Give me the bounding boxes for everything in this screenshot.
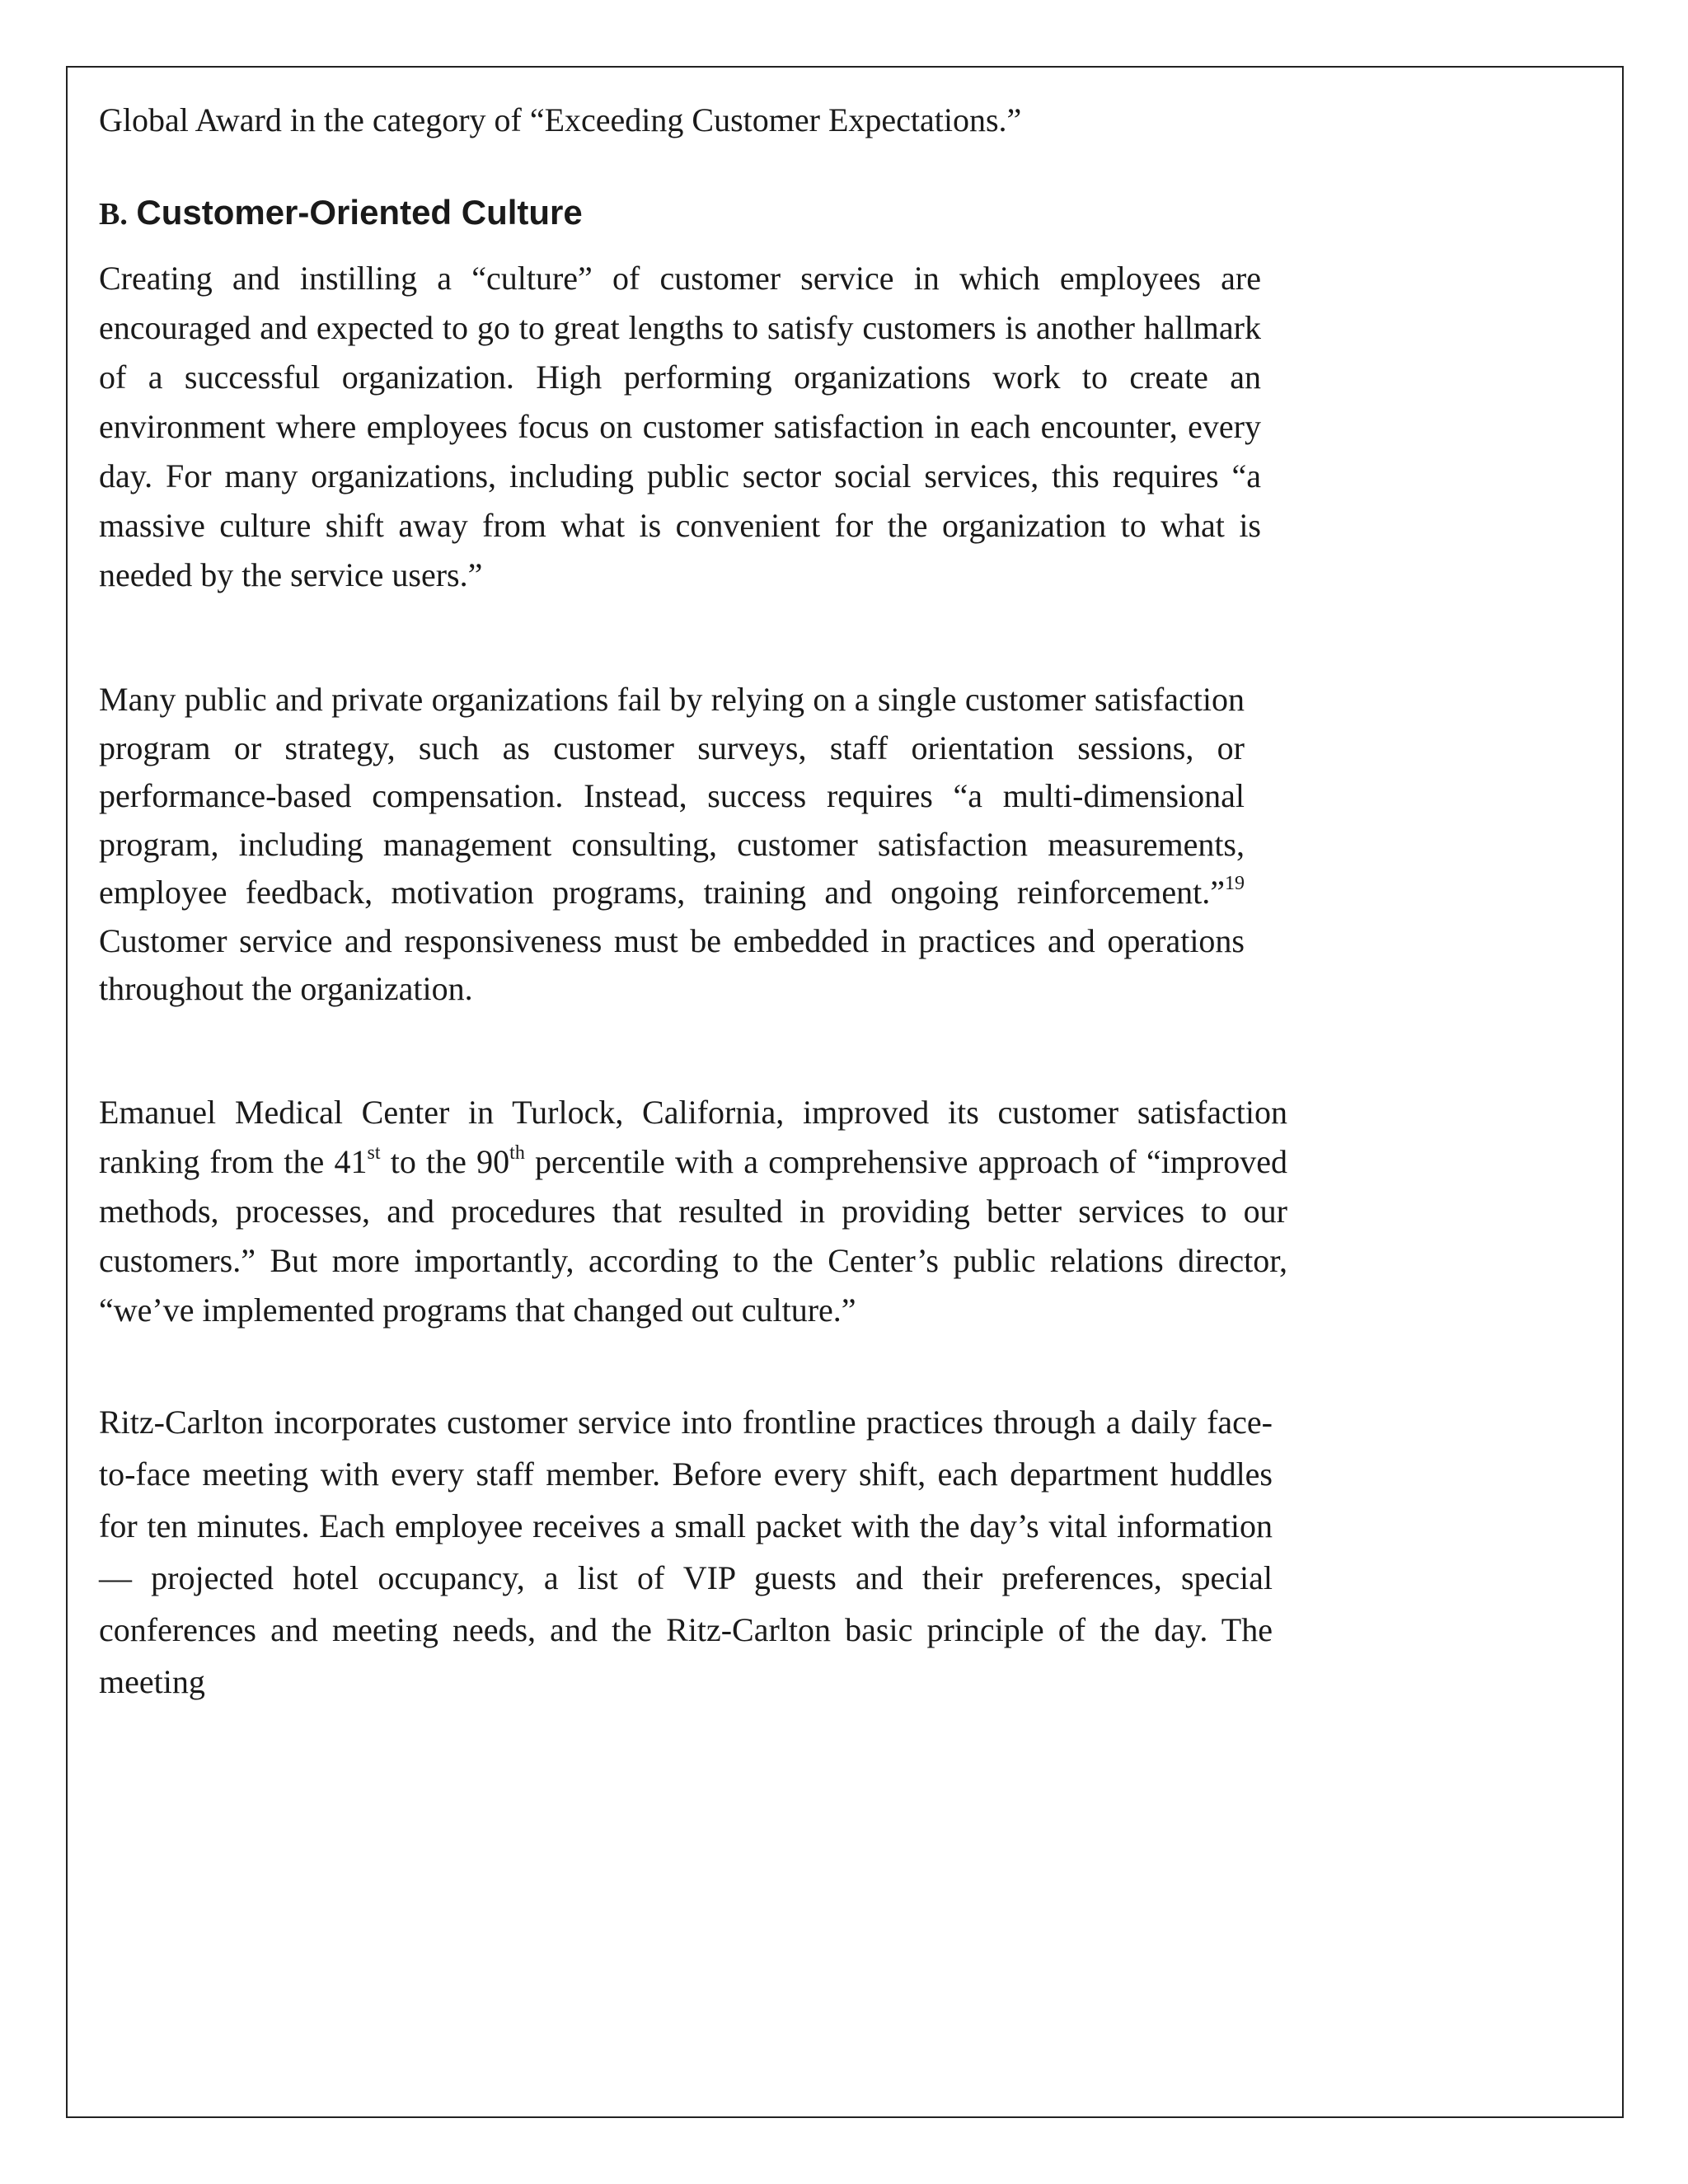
ordinal-suffix: st [367,1142,381,1165]
paragraph-multidimensional-program [99,676,1245,1014]
paragraph-culture-intro: Creating and instilling a “culture” of customer service in which employees are encouraged and expected to go to great lengths to satisfy customers is another hallmark of a successful organization. High performing organizations work to create an environment where employees focus on customer satisfaction in each encounter, every day. For many organizations, including public sector social services, this requires “a massive culture shift away from what is convenient for the organization to what is needed by the service users.” [99,260,1261,593]
paragraph-ritz-carlton: Ritz-Carlton incorporates customer service into frontline practices through a daily face-to-face meeting with every staff member. Before every shift, each department huddles for ten minutes. Each employee receives a small packet with the day’s vital information— projected hotel occupancy, a list of VIP guests and their preferences, special conferences and meeting needs, and the Ritz-Carlton basic principle of the day. The meeting [99,1404,1273,1700]
section-title: Customer-Oriented Culture [136,193,583,232]
paragraph-emanuel-medical-center [99,1088,1287,1335]
ordinal-suffix: th [509,1142,525,1165]
paragraph-text: Emanuel Medical Center in Turlock, California, improved its customer satisfaction ranking from the 41 [99,1094,1287,1180]
section-heading [99,188,583,239]
continued-text-line: Global Award in the category of “Exceeding Customer Expectations.” [99,101,1022,138]
paragraph-text: Many public and private organizations fail by relying on a single customer satisfaction program or strategy, such as customer surveys, staff orientation sessions, or performance-based compensation. Instead, success requires “a multi-dimensional program, including management consulting, customer satisfaction measurements, employee feedback, motivation programs, training and ongoing reinforcement.” [99,681,1245,911]
footnote-reference: 19 [1225,873,1245,895]
paragraph-text: Customer service and responsiveness must be embedded in practices and operations throughout the organization. [99,921,1245,1007]
paragraph-text: to the 90 [380,1143,510,1180]
paragraph-text: percentile with a comprehensive approach of “improved methods, processes, and procedures that resulted in providing better services to our customers.” But more importantly, according to the Center’s public relations director, “we’ve implemented programs that changed out culture.” [99,1143,1288,1329]
section-letter: B. [99,197,128,232]
